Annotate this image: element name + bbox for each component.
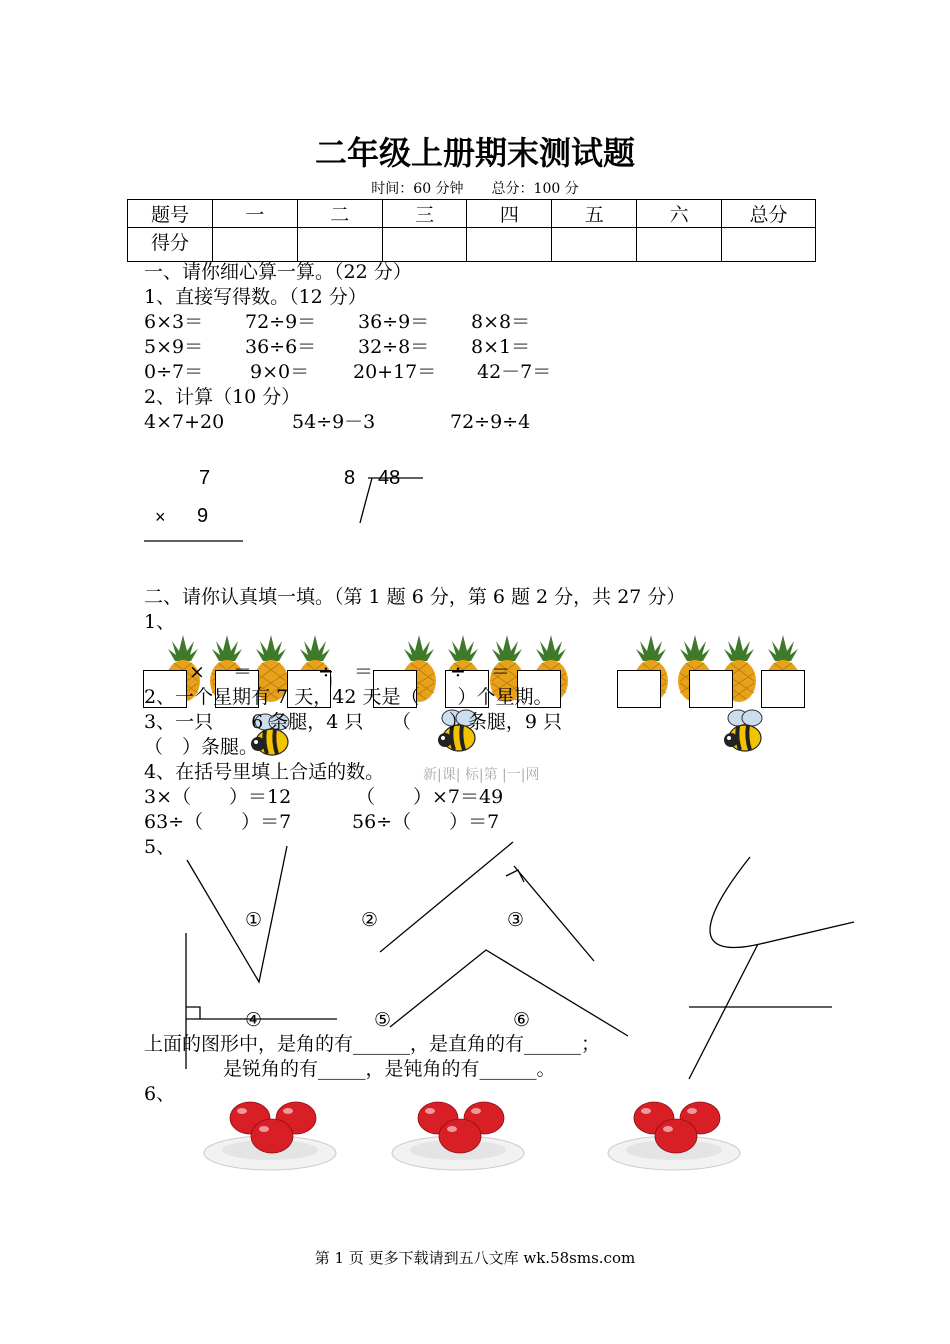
score-cell: 三	[382, 200, 467, 228]
vertical-bottom-number: 9	[197, 505, 209, 527]
q5-question: 上面的图形中，是角的有______，是直角的有______；	[144, 1033, 601, 1055]
calc-expression: 54÷9－3	[292, 411, 376, 433]
figure-number: ⑤	[374, 1009, 392, 1031]
fill-item: 56÷（ ）＝7	[352, 811, 500, 833]
score-cell: 总分	[722, 200, 816, 228]
calc-item: 72÷9＝	[245, 311, 317, 333]
operator-sign: ＝	[491, 661, 511, 683]
figure-number: ①	[245, 909, 263, 931]
exam-info: 时间：60 分钟 总分：100 分	[371, 181, 579, 197]
calc-item: 32÷8＝	[358, 336, 430, 358]
operator-sign: ÷	[318, 661, 334, 683]
figure-number: ⑥	[513, 1009, 531, 1031]
q4-heading: 4、在括号里填上合适的数。	[144, 761, 385, 783]
fill-item: （ ）×7＝49	[356, 786, 504, 808]
calc-item: 8×1＝	[471, 336, 531, 358]
calc-item: 42－7＝	[477, 361, 552, 383]
watermark: 新|课| 标|第 |一|网	[423, 767, 540, 783]
division-divisor: 8	[344, 467, 356, 489]
division-dividend: 48	[378, 467, 401, 489]
operator-sign: ×	[189, 661, 205, 683]
division-bracket	[360, 478, 372, 523]
calc-expression: 72÷9÷4	[450, 411, 531, 433]
q6-label: 6、	[144, 1083, 176, 1105]
q1-label: 1、	[144, 611, 176, 633]
calc-item: 8×8＝	[471, 311, 531, 333]
page-footer: 第 1 页 更多下载请到五八文库 wk.58sms.com	[314, 1249, 636, 1267]
figure-number: ②	[361, 909, 379, 931]
q3-text-continued: （ ）条腿。	[144, 736, 259, 758]
score-cell: 一	[213, 200, 298, 228]
right-angle-mark-4	[186, 1007, 200, 1019]
q2-heading: 2、计算（10 分）	[144, 386, 301, 408]
multiply-sign: ×	[155, 507, 166, 527]
q5-label: 5、	[144, 836, 176, 858]
curve-figure-6	[710, 857, 854, 948]
calc-item: 0÷7＝	[144, 361, 204, 383]
calc-item: 20+17＝	[353, 361, 437, 383]
score-cell: 四	[467, 200, 552, 228]
score-cell: 二	[297, 200, 382, 228]
vertical-top-number: 7	[199, 467, 211, 489]
right-angle-mark-3	[506, 870, 524, 882]
angle-figure-5	[390, 950, 628, 1036]
q1-heading: 1、直接写得数。（12 分）	[144, 286, 367, 308]
fill-item: 3×（ ）＝12	[144, 786, 292, 808]
calc-item: 5×9＝	[144, 336, 204, 358]
score-cell: 五	[552, 200, 637, 228]
calc-item: 6×3＝	[144, 311, 204, 333]
operator-sign: ＝	[233, 661, 253, 683]
score-cell: 六	[637, 200, 722, 228]
fill-item: 63÷（ ）＝7	[144, 811, 292, 833]
score-cell: 题号	[128, 200, 213, 228]
angle-figure-1	[187, 846, 287, 982]
section1-heading: 一、请你细心算一算。（22 分）	[144, 261, 412, 283]
figure-number: ③	[507, 909, 525, 931]
operator-sign: ÷	[450, 661, 466, 683]
q2-text: 2、一个星期有 7 天，42 天是（ ）个星期。	[144, 686, 553, 708]
calc-item: 9×0＝	[250, 361, 310, 383]
line-figure-2	[380, 842, 513, 952]
figure-number: ④	[245, 1009, 263, 1031]
q5-question-continued: 是锐角的有_____，是钝角的有______。	[223, 1058, 556, 1080]
score-cell: 得分	[128, 228, 213, 262]
calc-expression: 4×7+20	[144, 411, 225, 433]
q3-text: 3、一只 6 条腿，4 只 （ ）条腿，9 只	[144, 711, 562, 733]
calc-item: 36÷9＝	[358, 311, 430, 333]
line-figure-3	[514, 866, 594, 961]
page-title: 二年级上册期末测试题	[314, 134, 635, 172]
section2-heading: 二、请你认真填一填。（第 1 题 6 分，第 6 题 2 分，共 27 分）	[144, 586, 686, 608]
operator-sign: ＝	[354, 661, 374, 683]
line-figure-6b	[689, 944, 758, 1079]
calc-item: 36÷6＝	[245, 336, 317, 358]
